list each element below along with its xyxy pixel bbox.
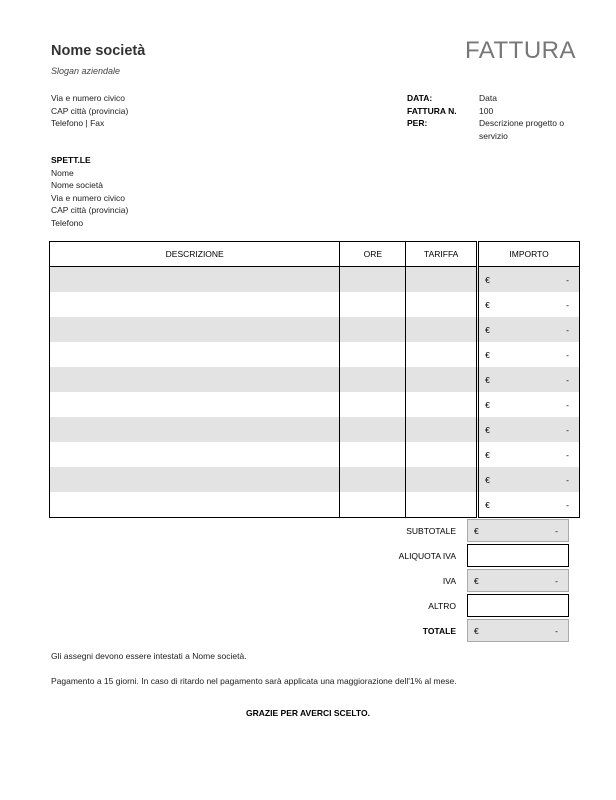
table-row (50, 392, 580, 417)
cell-hours[interactable] (340, 317, 406, 342)
bill-to-name: Nome (51, 167, 74, 178)
company-slogan: Slogan aziendale (51, 66, 121, 76)
cell-amount[interactable] (478, 492, 580, 518)
totals-label: SUBTOTALE (406, 525, 456, 536)
cell-description[interactable] (50, 317, 340, 342)
currency-symbol: € (485, 324, 490, 335)
sender-address (51, 92, 128, 130)
meta-value: Descrizione progetto o servizio (479, 118, 565, 141)
meta-row-date (407, 92, 579, 105)
totals-label: ALIQUOTA IVA (398, 550, 456, 561)
table-row (50, 267, 580, 293)
amount-value (479, 350, 579, 360)
table-row (50, 492, 580, 518)
amount-placeholder: - (566, 449, 569, 460)
totals-value: - (555, 575, 558, 586)
amount-value (479, 375, 579, 385)
amount-placeholder: - (566, 274, 569, 285)
cell-amount[interactable] (478, 292, 580, 317)
cell-description[interactable] (50, 267, 340, 293)
bill-to-company: Nome società (51, 180, 103, 190)
sender-phone: Telefono | Fax (51, 118, 105, 128)
cell-description[interactable] (50, 392, 340, 417)
invoice-meta (407, 92, 579, 142)
amount-value (479, 500, 579, 510)
cell-amount[interactable] (478, 367, 580, 392)
header-amount: IMPORTO (478, 242, 580, 267)
amount-placeholder: - (566, 474, 569, 485)
amount-value (479, 300, 579, 310)
totals-value: - (555, 625, 558, 636)
cell-hours[interactable] (340, 292, 406, 317)
cell-rate[interactable] (406, 392, 478, 417)
cell-rate[interactable] (406, 292, 478, 317)
currency-symbol: € (485, 299, 490, 310)
table-row (50, 442, 580, 467)
currency-symbol: € (485, 374, 490, 385)
items-header-row (50, 242, 580, 267)
items-body (50, 267, 580, 518)
cell-rate[interactable] (406, 342, 478, 367)
currency-symbol: € (474, 575, 479, 586)
totals-label: IVA (442, 575, 456, 586)
cell-rate[interactable] (406, 442, 478, 467)
header-rate: TARIFFA (406, 242, 478, 267)
amount-placeholder: - (566, 374, 569, 385)
meta-value: 100 (479, 105, 494, 116)
totals-value-field[interactable] (467, 544, 569, 567)
amount-value (479, 275, 579, 285)
table-row (50, 317, 580, 342)
currency-symbol: € (485, 474, 490, 485)
cell-rate[interactable] (406, 492, 478, 518)
amount-placeholder: - (566, 324, 569, 335)
currency-symbol: € (485, 349, 490, 360)
currency-symbol: € (485, 274, 490, 285)
cell-amount[interactable] (478, 342, 580, 367)
totals-value-field[interactable] (467, 594, 569, 617)
totals-row (340, 518, 580, 543)
totals-value-field[interactable] (467, 619, 569, 642)
cell-description[interactable] (50, 442, 340, 467)
table-row (50, 292, 580, 317)
amount-placeholder: - (566, 299, 569, 310)
currency-symbol: € (485, 399, 490, 410)
totals-row (340, 618, 580, 643)
cell-amount[interactable] (478, 317, 580, 342)
totals-label: ALTRO (428, 600, 456, 611)
cell-description[interactable] (50, 417, 340, 442)
cell-amount[interactable] (478, 267, 580, 293)
meta-label: DATA: (407, 93, 433, 103)
totals-value: - (555, 525, 558, 536)
cell-hours[interactable] (340, 367, 406, 392)
amount-value (479, 450, 579, 460)
table-row (50, 467, 580, 492)
totals-row (340, 568, 580, 593)
cell-amount[interactable] (478, 392, 580, 417)
cell-rate[interactable] (406, 417, 478, 442)
bill-to-street: Via e numero civico (51, 192, 126, 203)
cell-amount[interactable] (478, 417, 580, 442)
header-description: DESCRIZIONE (50, 242, 340, 267)
cell-rate[interactable] (406, 467, 478, 492)
amount-value (479, 400, 579, 410)
cell-hours[interactable] (340, 417, 406, 442)
meta-row-for (407, 117, 579, 142)
totals-row (340, 543, 580, 568)
currency-symbol: € (485, 424, 490, 435)
cell-hours[interactable] (340, 392, 406, 417)
currency-symbol: € (485, 499, 490, 510)
amount-value (479, 325, 579, 335)
cell-hours[interactable] (340, 467, 406, 492)
cell-hours[interactable] (340, 442, 406, 467)
meta-label: FATTURA N. (407, 105, 457, 116)
checks-note: Gli assegni devono essere intestati a Nome società. (51, 651, 247, 661)
table-row (50, 417, 580, 442)
totals-section (340, 518, 580, 643)
amount-placeholder: - (566, 499, 569, 510)
header-hours: ORE (340, 242, 406, 267)
cell-hours[interactable] (340, 267, 406, 293)
amount-value (479, 425, 579, 435)
amount-value (479, 475, 579, 485)
table-row (50, 367, 580, 392)
totals-label: TOTALE (422, 625, 456, 636)
amount-placeholder: - (566, 349, 569, 360)
totals-row (340, 593, 580, 618)
meta-row-number (407, 105, 579, 118)
bill-to-heading: SPETT.LE (51, 155, 91, 165)
totals-value-field[interactable] (467, 569, 569, 592)
cell-rate[interactable] (406, 317, 478, 342)
thanks-message: GRAZIE PER AVERCI SCELTO. (246, 708, 370, 718)
currency-symbol: € (474, 525, 479, 536)
cell-description[interactable] (50, 367, 340, 392)
cell-description[interactable] (50, 467, 340, 492)
table-row (50, 342, 580, 367)
cell-description[interactable] (50, 342, 340, 367)
currency-symbol: € (485, 449, 490, 460)
payment-note: Pagamento a 15 giorni. In caso di ritardo nel pagamento sarà applicata una maggiorazione dell'1% al mese. (51, 676, 457, 686)
currency-symbol: € (474, 625, 479, 636)
cell-description[interactable] (50, 492, 340, 518)
meta-label: PER: (407, 118, 428, 128)
cell-amount[interactable] (478, 442, 580, 467)
invoice-title: FATTURA (464, 37, 576, 64)
cell-description[interactable] (50, 292, 340, 317)
cell-rate[interactable] (406, 267, 478, 293)
cell-rate[interactable] (406, 367, 478, 392)
bill-to-phone: Telefono (51, 217, 84, 228)
cell-hours[interactable] (340, 342, 406, 367)
amount-placeholder: - (566, 424, 569, 435)
bill-to-city: CAP città (provincia) (51, 205, 129, 215)
company-name: Nome società (51, 43, 146, 59)
items-table (49, 241, 580, 518)
cell-hours[interactable] (340, 492, 406, 518)
meta-value: Data (479, 93, 497, 103)
amount-placeholder: - (566, 399, 569, 410)
sender-street: Via e numero civico (51, 93, 126, 103)
sender-city: CAP città (provincia) (51, 105, 129, 116)
totals-value-field[interactable] (467, 519, 569, 542)
bill-to (51, 154, 128, 229)
cell-amount[interactable] (478, 467, 580, 492)
